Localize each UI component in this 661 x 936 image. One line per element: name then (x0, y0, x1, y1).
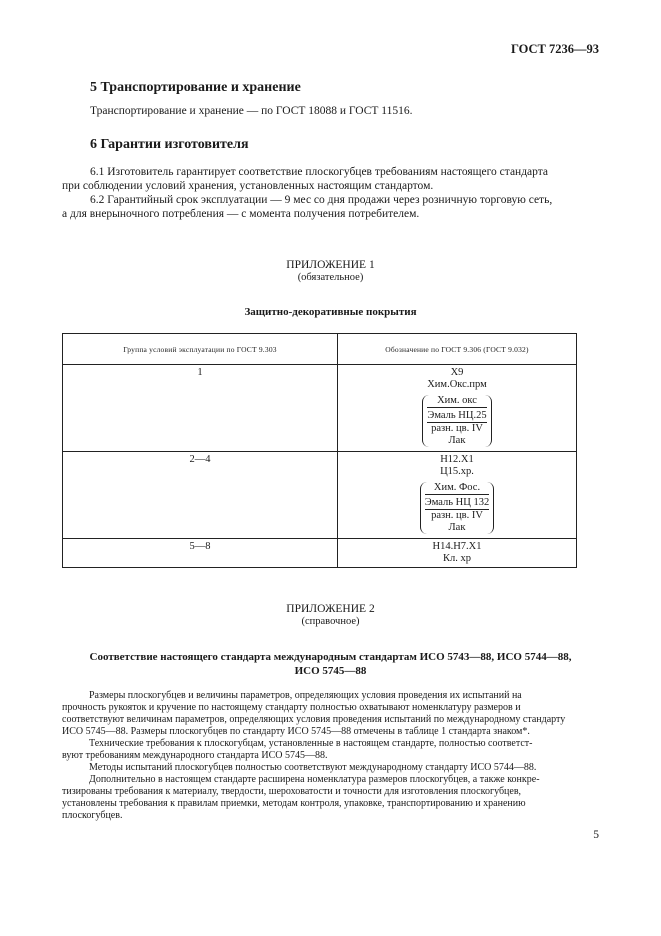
bracket-line: Эмаль НЦ.25 (427, 407, 486, 423)
paragraph-line: Размеры плоскогубцев и величины параметров, определяющих условия проведения их испытаний на (89, 690, 522, 701)
table-cell-group: 2—4 (63, 452, 338, 539)
paragraph-line: Дополнительно в настоящем стандарте расширена номенклатура размеров плоскогубцев, а также конкре- (89, 774, 540, 785)
paragraph-line: Технические требования к плоскогубцам, установленные в настоящем стандарте, полностью соответст- (89, 738, 533, 749)
paragraph-line: установлены требования к правилам приемки, методам контроля, упаковке, транспортированию и хранению (62, 798, 526, 809)
bracket-line: разн. цв. IV (431, 423, 483, 434)
table-cell-designation (338, 539, 577, 568)
table-cell-group: 1 (63, 365, 338, 452)
paragraph-line: тизированы требования к материалу, твердости, шероховатости и точности для изготовления плоскогубцев, (62, 786, 522, 797)
appendix-1-status: (обязательное) (297, 272, 364, 283)
designation-line: Х9 (450, 367, 464, 378)
table-row (63, 539, 577, 568)
coating-bracket (420, 482, 494, 534)
bracket-line: Хим. Фос. (433, 482, 481, 493)
bracket-line: Лак (448, 522, 466, 533)
appendix-2-body (62, 690, 602, 822)
paragraph-line: ИСО 5745—88. Размеры плоскогубцев по стандарту ИСО 5745—88 отмечены в таблице 1 стандарта знаком*. (62, 726, 530, 737)
section-6-title: 6 Гарантии изготовителя (90, 137, 249, 152)
paragraph-line: вуют требованиям международного стандарта ИСО 5745—88. (62, 750, 328, 761)
page-number: 5 (593, 829, 599, 841)
coating-bracket (422, 395, 491, 447)
paragraph-line: соответствуют величинам параметров, определяющих условия проведения испытаний по международному стандарту (62, 714, 566, 725)
table-row (63, 452, 577, 539)
coatings-table (62, 333, 577, 568)
bracket-line: разн. цв. IV (431, 510, 483, 521)
appendix-2-heading-line2: ИСО 5745—88 (294, 665, 367, 677)
appendix-1-title: ПРИЛОЖЕНИЕ 1 (286, 259, 375, 271)
designation-line: Н12.Х1 (440, 454, 474, 465)
designation-line: Хим.Окс.прм (427, 379, 487, 390)
table-cell-designation (338, 365, 577, 452)
bracket-line: Эмаль НЦ 132 (425, 494, 489, 510)
appendix-2-heading-line1: Соответствие настоящего стандарта международным стандартам ИСО 5743—88, ИСО 5744—88, (89, 651, 572, 663)
table-header-group: Группа условий эксплуатации по ГОСТ 9.303 (63, 334, 338, 365)
designation-line: Ц15.хр. (440, 466, 474, 477)
paragraph-line: плоскогубцев. (62, 810, 123, 821)
table-header-designation: Обозначение по ГОСТ 9.306 (ГОСТ 9.032) (338, 334, 577, 365)
section-5-text: Транспортирование и хранение — по ГОСТ 18088 и ГОСТ 11516. (90, 105, 413, 117)
bracket-line: Хим. окс (437, 395, 477, 406)
designation-line: Кл. хр (443, 553, 471, 564)
section-6-p2-line1: 6.2 Гарантийный срок эксплуатации — 9 мес со дня продажи через розничную торговую сеть, (90, 194, 553, 206)
paragraph-line: прочность рукояток и кручение по настоящему стандарту полностью охватывают номенклатуру размеров и (62, 702, 521, 713)
section-5-title: 5 Транспортирование и хранение (90, 80, 301, 95)
designation-line: Н14.Н7.Х1 (432, 541, 482, 552)
section-6-p1-line2: при соблюдении условий хранения, установленных настоящим стандартом. (62, 180, 434, 192)
section-6-p2-line2: а для внерыночного потребления — с момента получения потребителем. (62, 208, 420, 220)
table-row (63, 365, 577, 452)
bracket-line: Лак (448, 435, 466, 446)
appendix-2-title: ПРИЛОЖЕНИЕ 2 (286, 603, 375, 615)
table-cell-designation (338, 452, 577, 539)
table-cell-group: 5—8 (63, 539, 338, 568)
section-6-p1-line1: 6.1 Изготовитель гарантирует соответствие плоскогубцев требованиям настоящего стандарта (90, 166, 549, 178)
appendix-1-heading: Защитно-декоративные покрытия (244, 306, 417, 318)
paragraph-line: Методы испытаний плоскогубцев полностью соответствуют международному стандарту ИСО 5744—88. (89, 762, 537, 773)
document-code: ГОСТ 7236—93 (510, 42, 599, 56)
appendix-2-status: (справочное) (301, 616, 360, 627)
